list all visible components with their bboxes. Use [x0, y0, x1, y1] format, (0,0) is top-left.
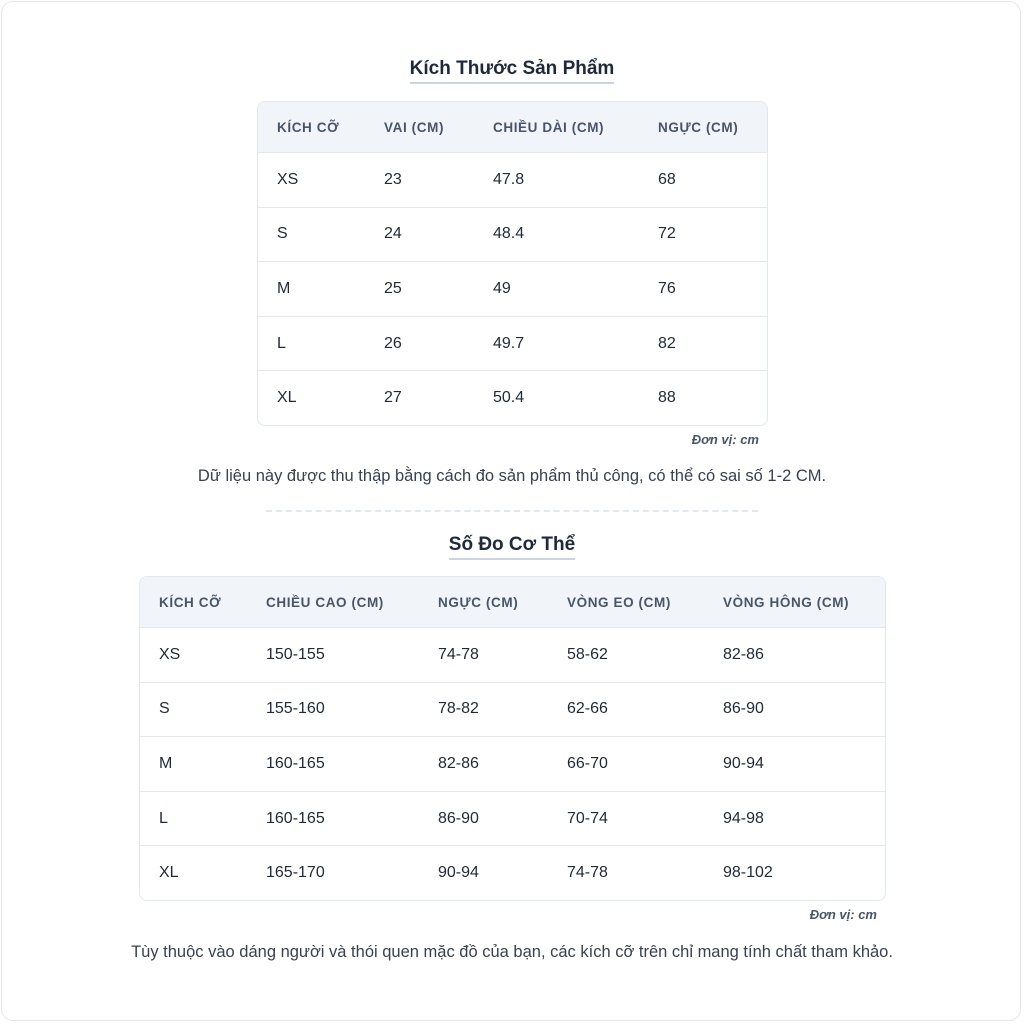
table-cell: 70-74 [548, 791, 704, 846]
table-cell: 58-62 [548, 628, 704, 683]
table-header-row [140, 577, 885, 628]
table-cell: 76 [639, 262, 767, 317]
table-cell: S [258, 207, 365, 262]
table-cell: 82-86 [704, 628, 885, 683]
table-header-row [258, 102, 767, 153]
table-cell: XS [258, 153, 365, 208]
table-cell: 160-165 [247, 791, 419, 846]
table-cell: 49.7 [474, 316, 639, 371]
table-cell: 72 [639, 207, 767, 262]
column-header: NGỰC (CM) [639, 102, 767, 153]
table-cell: 86-90 [419, 791, 548, 846]
body-measure-note: Tùy thuộc vào dáng người và thói quen mặc đồ của bạn, các kích cỡ trên chỉ mang tính chất tham khảo. [131, 943, 893, 961]
table-cell: 23 [365, 153, 474, 208]
table-cell: 24 [365, 207, 474, 262]
column-header: CHIỀU CAO (CM) [247, 577, 419, 628]
column-header: VÒNG HÔNG (CM) [704, 577, 885, 628]
table-cell: L [140, 791, 247, 846]
body-unit-label: Đơn vị: cm [809, 907, 877, 922]
column-header: CHIỀU DÀI (CM) [474, 102, 639, 153]
table-cell: 47.8 [474, 153, 639, 208]
table-cell: 94-98 [704, 791, 885, 846]
table-cell: 78-82 [419, 682, 548, 737]
table-row [140, 737, 885, 792]
table-cell: 74-78 [567, 864, 608, 882]
table-cell: 82 [639, 316, 767, 371]
product-size-title: Kích Thước Sản Phẩm [0, 58, 1024, 84]
table-row [258, 153, 767, 208]
table-row [258, 316, 767, 371]
table-cell: 27 [384, 389, 402, 407]
table-cell: 68 [639, 153, 767, 208]
product-unit-label: Đơn vị: cm [691, 432, 759, 447]
table-cell: 48.4 [474, 207, 639, 262]
table-cell: XL [159, 864, 179, 882]
table-row [258, 371, 767, 425]
table-cell: 155-160 [247, 682, 419, 737]
table-cell: 90-94 [438, 864, 479, 882]
section-divider [266, 510, 758, 512]
table-row [140, 791, 885, 846]
table-cell: M [258, 262, 365, 317]
body-size-title: Số Đo Cơ Thể [0, 534, 1024, 560]
body-size-table [139, 576, 886, 901]
table-cell: 62-66 [548, 682, 704, 737]
table-cell: 90-94 [704, 737, 885, 792]
table-cell: 160-165 [247, 737, 419, 792]
table-cell: 66-70 [548, 737, 704, 792]
table-cell: 150-155 [247, 628, 419, 683]
product-size-table [257, 101, 768, 426]
table-cell: 88 [658, 389, 676, 407]
table-cell: XS [140, 628, 247, 683]
table-row [140, 682, 885, 737]
table-cell: 98-102 [723, 864, 773, 882]
table-row [140, 628, 885, 683]
table-cell: M [140, 737, 247, 792]
table-cell: 86-90 [704, 682, 885, 737]
table-cell: L [258, 316, 365, 371]
column-header: NGỰC (CM) [419, 577, 548, 628]
column-header: KÍCH CỠ [140, 577, 247, 628]
table-cell: XL [277, 389, 297, 407]
table-cell: 26 [365, 316, 474, 371]
table-row [258, 262, 767, 317]
table-cell: 82-86 [419, 737, 548, 792]
column-header: KÍCH CỠ [258, 102, 365, 153]
table-row [258, 207, 767, 262]
product-measure-note: Dữ liệu này được thu thập bằng cách đo sản phẩm thủ công, có thể có sai số 1-2 CM. [197, 467, 827, 485]
table-cell: 49 [474, 262, 639, 317]
table-row [140, 846, 885, 900]
table-cell: 50.4 [493, 389, 525, 407]
table-cell: 25 [365, 262, 474, 317]
table-cell: 74-78 [419, 628, 548, 683]
column-header: VÒNG EO (CM) [548, 577, 704, 628]
table-cell: S [140, 682, 247, 737]
table-cell: 165-170 [266, 864, 325, 882]
column-header: VAI (CM) [365, 102, 474, 153]
